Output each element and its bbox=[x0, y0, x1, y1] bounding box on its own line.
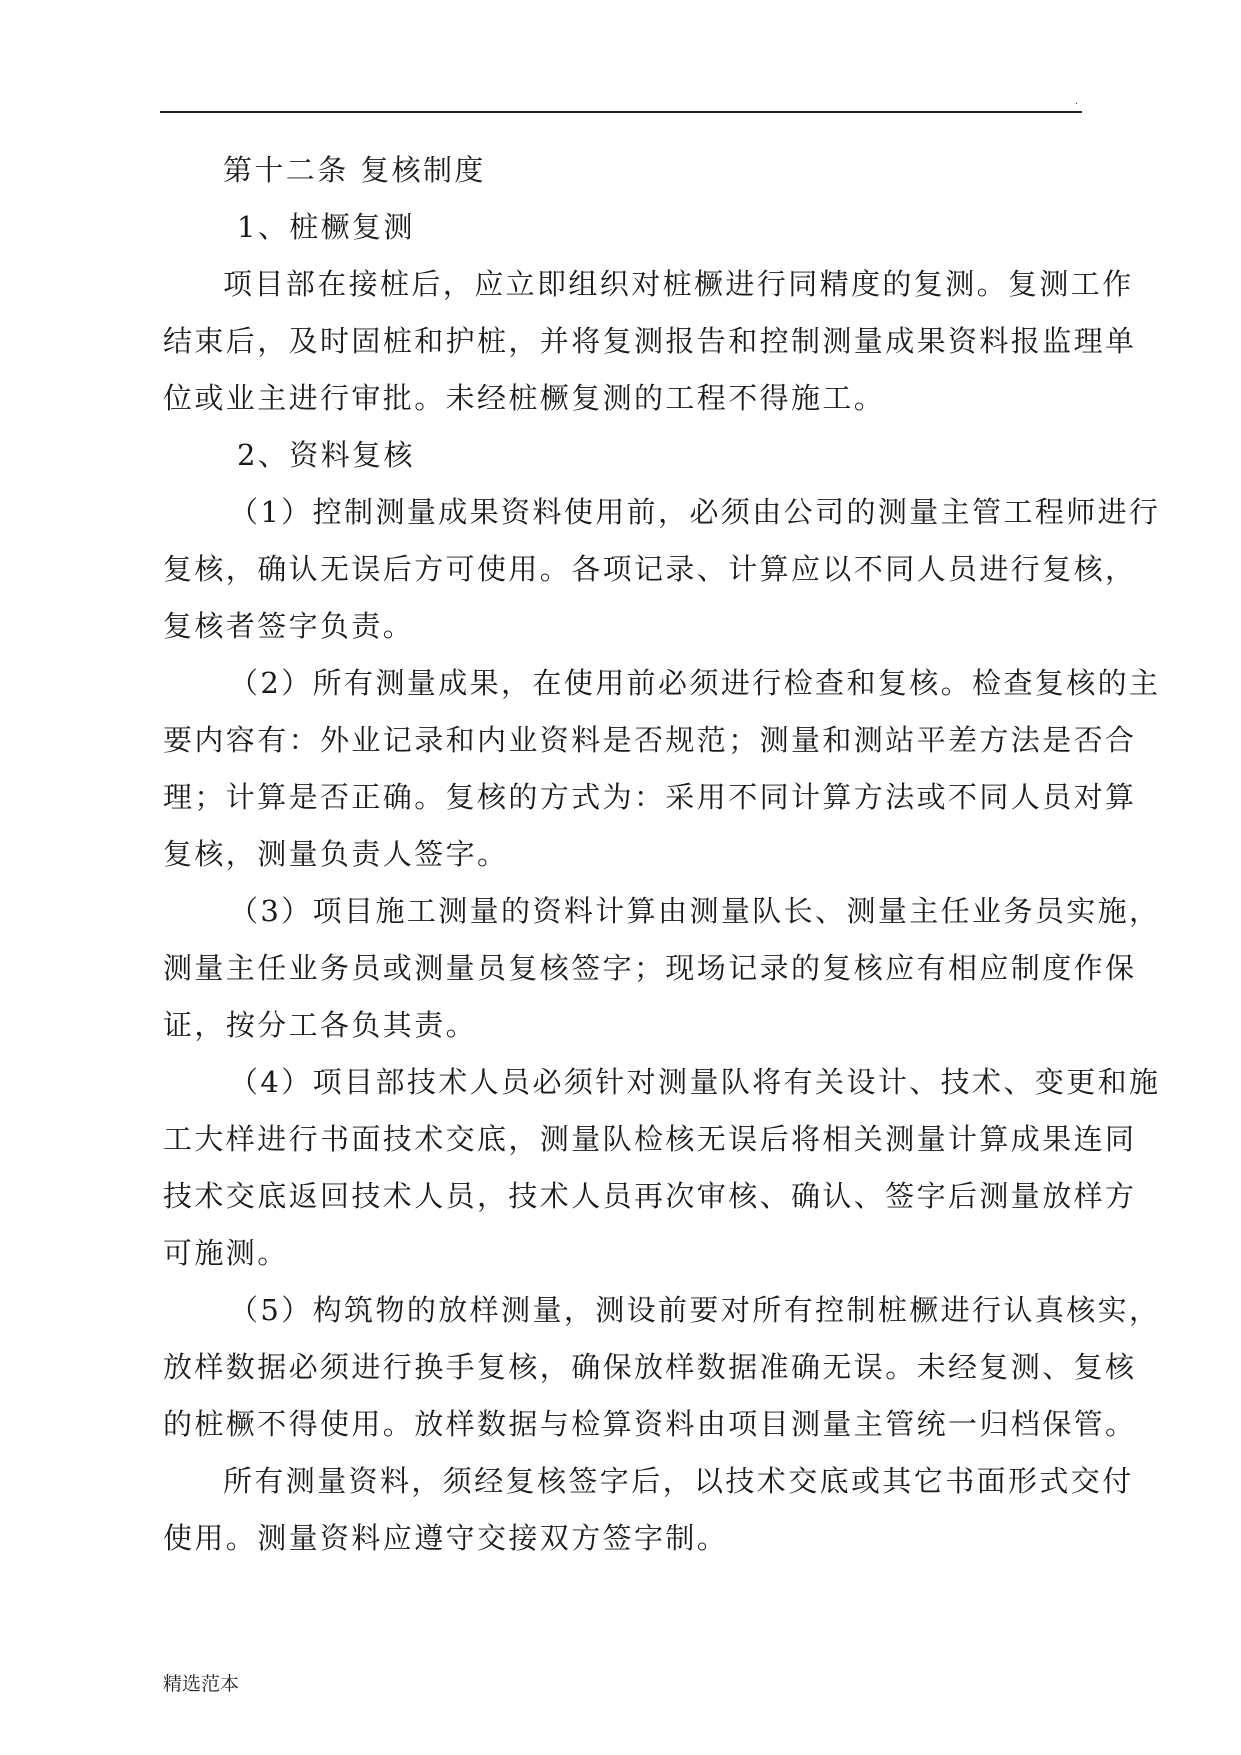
paragraph-line: （4）项目部技术人员必须针对测量队将有关设计、技术、变更和施 bbox=[229, 1065, 1161, 1099]
header-mark: . bbox=[1075, 96, 1079, 107]
paragraph-line: 复核，测量负责人签字。 bbox=[163, 837, 509, 871]
paragraph-line: （1）控制测量成果资料使用前，必须由公司的测量主管工程师进行 bbox=[229, 495, 1161, 529]
paragraph-line: 测量主任业务员或测量员复核签字；现场记录的复核应有相应制度作保 bbox=[163, 951, 1137, 985]
section-title-stake-retest: 1、桩橛复测 bbox=[237, 210, 415, 244]
paragraph-line: 放样数据必须进行换手复核，确保放样数据准确无误。未经复测、复核 bbox=[163, 1350, 1137, 1384]
paragraph-line: 所有测量资料，须经复核签字后，以技术交底或其它书面形式交付 bbox=[223, 1464, 1134, 1498]
paragraph-line: 复核，确认无误后方可使用。各项记录、计算应以不同人员进行复核， bbox=[163, 552, 1137, 586]
header-rule bbox=[160, 111, 1082, 113]
paragraph-line: 的桩橛不得使用。放样数据与检算资料由项目测量主管统一归档保管。 bbox=[163, 1407, 1137, 1441]
article-title: 第十二条 复核制度 bbox=[223, 153, 486, 187]
paragraph-item-5 bbox=[163, 1282, 1161, 1453]
paragraph-line: 可施测。 bbox=[163, 1236, 289, 1270]
paragraph-item-2 bbox=[163, 655, 1161, 883]
paragraph-conclusion bbox=[163, 1453, 1134, 1567]
document-body bbox=[163, 142, 1161, 1567]
paragraph-line: 位或业主进行审批。未经桩橛复测的工程不得施工。 bbox=[163, 381, 886, 415]
section-title-data-review: 2、资料复核 bbox=[237, 438, 415, 472]
paragraph-item-3 bbox=[163, 883, 1161, 1054]
paragraph-line: 复核者签字负责。 bbox=[163, 609, 415, 643]
paragraph-line: （3）项目施工测量的资料计算由测量队长、测量主任业务员实施， bbox=[229, 894, 1161, 928]
paragraph-item-4 bbox=[163, 1054, 1161, 1282]
paragraph-line: 理；计算是否正确。复核的方式为：采用不同计算方法或不同人员对算 bbox=[163, 780, 1137, 814]
paragraph-stake-retest bbox=[163, 256, 1137, 427]
paragraph-line: 要内容有：外业记录和内业资料是否规范；测量和测站平差方法是否合 bbox=[163, 723, 1137, 757]
paragraph-line: 证，按分工各负其责。 bbox=[163, 1008, 478, 1042]
paragraph-line: 工大样进行书面技术交底，测量队检核无误后将相关测量计算成果连同 bbox=[163, 1122, 1137, 1156]
paragraph-line: 使用。测量资料应遵守交接双方签字制。 bbox=[163, 1521, 729, 1555]
page-footer: 精选范本 bbox=[163, 1673, 240, 1695]
paragraph-line: 技术交底返回技术人员，技术人员再次审核、确认、签字后测量放样方 bbox=[163, 1179, 1137, 1213]
paragraph-line: （5）构筑物的放样测量，测设前要对所有控制桩橛进行认真核实， bbox=[229, 1293, 1161, 1327]
paragraph-item-1 bbox=[163, 484, 1161, 655]
paragraph-line: 结束后，及时固桩和护桩，并将复测报告和控制测量成果资料报监理单 bbox=[163, 324, 1137, 358]
paragraph-line: 项目部在接桩后，应立即组织对桩橛进行同精度的复测。复测工作 bbox=[223, 267, 1134, 301]
paragraph-line: （2）所有测量成果，在使用前必须进行检查和复核。检查复核的主 bbox=[229, 666, 1161, 700]
